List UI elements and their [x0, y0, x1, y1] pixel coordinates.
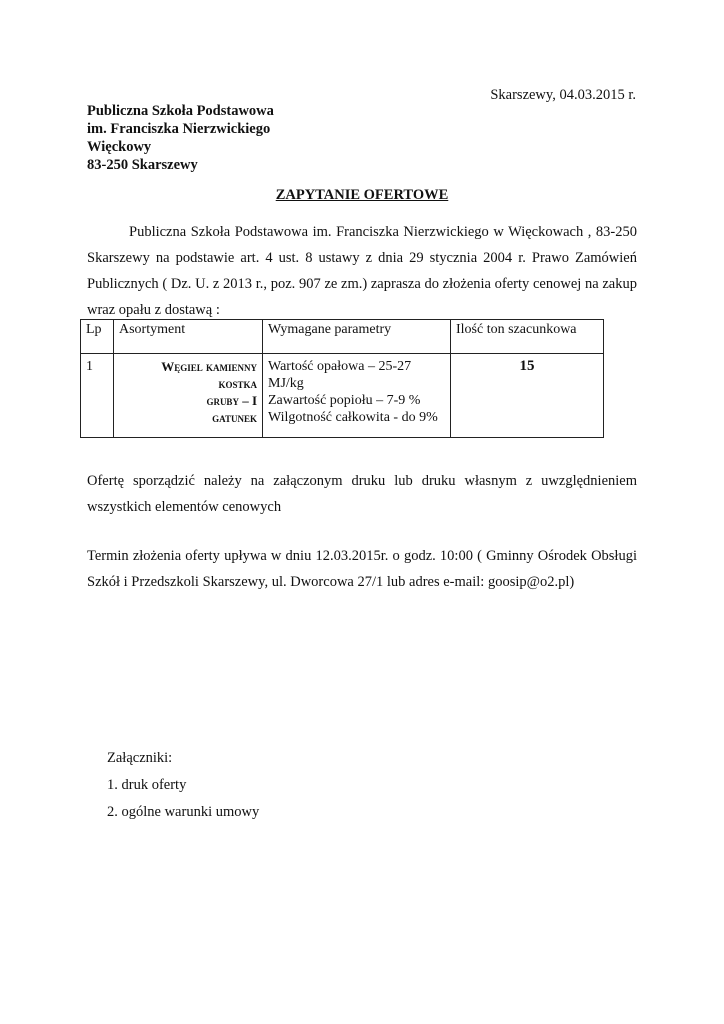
sender-line: Publiczna Szkoła Podstawowa: [87, 103, 274, 119]
cell-product: [114, 354, 263, 438]
document-title: ZAPYTANIE OFERTOWE: [275, 187, 449, 203]
intro-paragraph: Publiczna Szkoła Podstawowa im. Franciszka Nierzwickiego w Więckowach , 83-250 Skarszewy na podstawie art. 4 ust. 8 ustawy z dnia 29 stycznia 2004 r. Prawo Zamówień Publicznych ( Dz. U. z 2013 r., poz. 907 ze zm.) zaprasza do złożenia oferty cenowej na zakup wraz opału z dostawą :: [87, 224, 637, 318]
header-parameters: Wymagane parametry: [263, 320, 451, 354]
header-quantity: Ilość ton szacunkowa: [451, 320, 604, 354]
sender-line: Więckowy: [87, 139, 152, 155]
product-line: kostka: [218, 376, 257, 391]
header-assortment: Asortyment: [114, 320, 263, 354]
sender-address: [87, 102, 274, 174]
attachment-item: 2. ogólne warunki umowy: [107, 804, 260, 820]
product-line: gruby – I: [206, 393, 257, 408]
attachments-list: [107, 745, 259, 826]
cell-lp: 1: [81, 354, 114, 438]
param-line: Wartość opałowa – 25-27: [268, 359, 412, 374]
offer-table: [80, 319, 604, 438]
header-lp: Lp: [81, 320, 114, 354]
table-header-row: [81, 320, 604, 354]
deadline-paragraph: Termin złożenia oferty upływa w dniu 12.03.2015r. o godz. 10:00 ( Gminny Ośrodek Obsługi Szkół i Przedszkoli Skarszewy, ul. Dworcowa 27/1 lub adres e-mail: goosip@o2.pl): [87, 548, 637, 590]
table-row: [81, 354, 604, 438]
param-line: Zawartość popiołu – 7-9 %: [268, 393, 421, 408]
attachments-label: Załączniki:: [107, 750, 173, 766]
product-line: Węgiel kamienny: [161, 359, 257, 374]
attachment-item: 1. druk oferty: [107, 777, 187, 793]
offer-note-paragraph: Ofertę sporządzić należy na załączonym druku lub druku własnym z uwzględnieniem wszystkich elementów cenowych: [87, 473, 637, 515]
product-line: gatunek: [212, 410, 257, 425]
cell-quantity: 15: [451, 354, 604, 438]
document-date: Skarszewy, 04.03.2015 r.: [490, 87, 636, 103]
sender-line: 83-250 Skarszewy: [87, 157, 198, 173]
param-line: MJ/kg: [268, 376, 304, 391]
param-line: Wilgotność całkowita - do 9%: [268, 410, 438, 425]
cell-parameters: [263, 354, 451, 438]
sender-line: im. Franciszka Nierzwickiego: [87, 121, 271, 137]
